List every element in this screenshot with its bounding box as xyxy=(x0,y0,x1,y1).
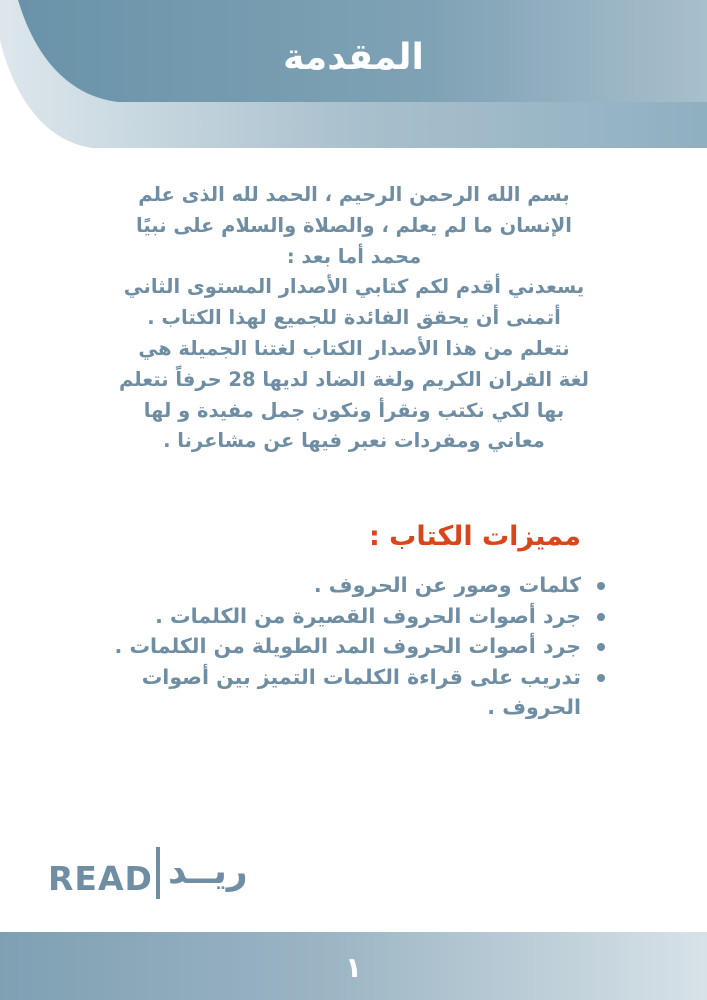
intro-line: أتمنى أن يحقق الفائدة للجميع لهذا الكتاب . xyxy=(147,306,561,330)
bullet-icon xyxy=(597,643,605,651)
feature-item xyxy=(47,601,607,632)
intro-line: بها لكي نكتب ونقرأ ونكون جمل مفيدة و لها xyxy=(143,398,565,422)
intro-line: نتعلم من هذا الأصدار الكتاب لغتنا الجميلة هي xyxy=(138,336,570,360)
feature-item-text: كلمات وصور عن الحروف . xyxy=(313,573,581,597)
logo-latin-text: READ xyxy=(48,859,153,898)
page-title: المقدمة xyxy=(283,37,424,78)
logo-divider xyxy=(156,847,160,899)
introduction-text xyxy=(84,180,624,457)
feature-item-text: تدريب على قراءة الكلمات التميز بين أصوات الحروف . xyxy=(141,664,581,719)
page-number: ١ xyxy=(344,951,363,984)
feature-item xyxy=(47,662,607,723)
feature-item xyxy=(47,631,607,662)
features-heading: مميزات الكتاب : xyxy=(368,521,581,552)
logo-arabic-text: ريــد xyxy=(168,851,248,892)
bullet-icon xyxy=(597,674,605,682)
features-list xyxy=(47,570,607,723)
intro-line: يسعدني أقدم لكم كتابي الأصدار المستوى الثاني xyxy=(123,275,585,299)
intro-line: محمد أما بعد : xyxy=(286,244,422,268)
read-logo xyxy=(48,845,260,905)
bullet-icon xyxy=(597,613,605,621)
footer-banner xyxy=(0,932,707,1000)
feature-item-text: جرد أصوات الحروف المد الطويلة من الكلمات . xyxy=(114,634,581,658)
intro-line: الإنسان ما لم يعلم ، والصلاة والسلام على نبيًا xyxy=(136,213,572,237)
feature-item-text: جرد أصوات الحروف القصيرة من الكلمات . xyxy=(155,603,581,628)
intro-line: لغة القران الكريم ولغة الضاد لديها 28 حرفاً نتعلم xyxy=(119,367,589,391)
feature-item xyxy=(47,570,607,601)
bullet-icon xyxy=(597,582,605,590)
intro-line: بسم الله الرحمن الرحيم ، الحمد لله الذى علم xyxy=(138,183,570,206)
intro-line: معاني ومفردات نعبر فيها عن مشاعرنا . xyxy=(163,429,545,453)
